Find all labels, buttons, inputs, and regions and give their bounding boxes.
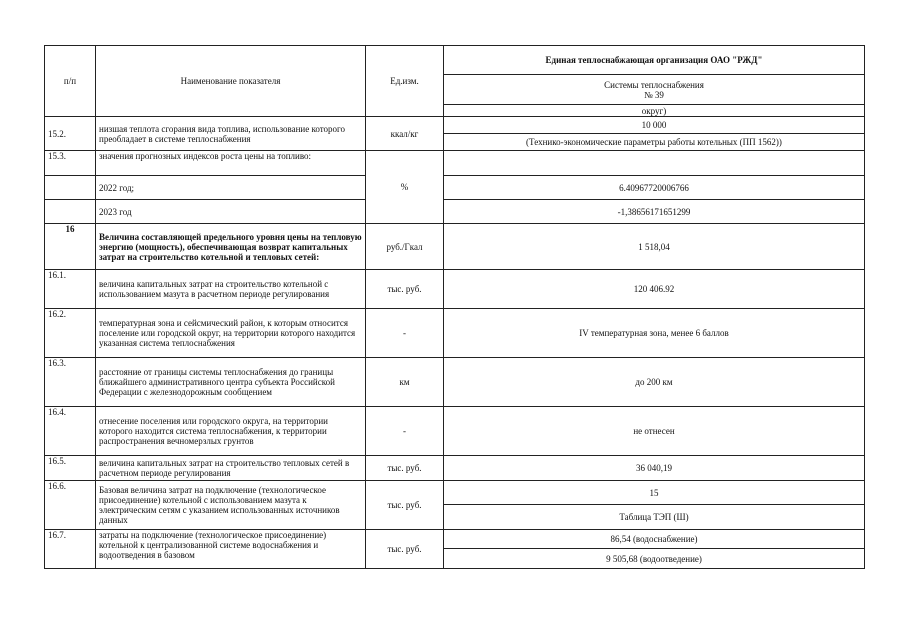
row-16-4-num: 16.4. [45, 407, 96, 456]
header-system [444, 75, 865, 105]
row-15-3-unit: % [366, 151, 444, 224]
header-num: п/п [45, 46, 96, 117]
row-16-5-num: 16.5. [45, 456, 96, 481]
header-unit: Ед.изм. [366, 46, 444, 117]
row-16-5-name: величина капитальных затрат на строительство тепловых сетей в расчетном периоде регулирования [96, 456, 366, 481]
row-16-7-name: затраты на подключение (технологическое присоединение) котельной к централизованной системе водоснабжения и водоотведения в базовом [96, 530, 366, 569]
row-16-4-name: отнесение поселения или городского округа, на территории которого находится система теплоснабжения, к территории распространения вечномерзлых грунтов [96, 407, 366, 456]
header-system-line2: № 39 [644, 89, 664, 100]
row-16-6-source: Таблица ТЭП (Ш) [444, 505, 865, 530]
row-16-6-num: 16.6. [45, 481, 96, 530]
row-16-num: 16 [45, 224, 96, 270]
row-15-2-source: (Технико-экономические параметры работы котельных (ПП 1562)) [444, 134, 865, 151]
row-15-3-sub2-num [45, 200, 96, 224]
header-system-line1: Системы теплоснабжения [604, 79, 704, 90]
header-okrug: округ) [444, 105, 865, 117]
row-15-3-sub1-num [45, 176, 96, 200]
row-16-2-value: IV температурная зона, менее 6 баллов [444, 309, 865, 358]
row-16-1-value: 120 406.92 [444, 270, 865, 309]
row-16-3-unit: км [366, 358, 444, 407]
row-15-3-value-empty [444, 151, 865, 176]
row-15-3-sub2-name: 2023 год [96, 200, 366, 224]
row-16-3-num: 16.3. [45, 358, 96, 407]
header-org: Единая теплоснабжающая организация ОАО "РЖД" [444, 46, 865, 75]
indicators-table [44, 45, 865, 569]
row-16-5-unit: тыс. руб. [366, 456, 444, 481]
row-16-7-water-supply: 86,54 (водоснабжение) [444, 530, 865, 549]
row-16-2-name: температурная зона и сейсмический район, к которым относится поселение или городской округ, на территории которого находится указанная система теплоснабжения [96, 309, 366, 358]
header-name: Наименование показателя [96, 46, 366, 117]
row-16-6-name: Базовая величина затрат на подключение (технологическое присоединение) котельной с использованием мазута к электрическим сетям с указанием использованных источников данных [96, 481, 366, 530]
row-16-7-num: 16.7. [45, 530, 96, 569]
row-16-unit: руб./Гкал [366, 224, 444, 270]
row-16-7-water-disposal: 9 505,68 (водоотведение) [444, 549, 865, 569]
row-15-3-sub1-value: 6.40967720006766 [444, 176, 865, 200]
row-16-6-value: 15 [444, 481, 865, 505]
row-16-4-value: не отнесен [444, 407, 865, 456]
row-16-5-value: 36 040,19 [444, 456, 865, 481]
row-16-1-num: 16.1. [45, 270, 96, 309]
row-15-2-value: 10 000 [444, 117, 865, 134]
row-16-2-num: 16.2. [45, 309, 96, 358]
row-16-1-unit: тыс. руб. [366, 270, 444, 309]
row-16-6-unit: тыс. руб. [366, 481, 444, 530]
row-16-name: Величина составляющей предельного уровня цены на тепловую энергию (мощность), обеспечивающая возврат капитальных затрат на строительство котельной и тепловых сетей: [96, 224, 366, 270]
row-16-4-unit: - [366, 407, 444, 456]
row-16-3-value: до 200 км [444, 358, 865, 407]
row-16-2-unit: - [366, 309, 444, 358]
row-15-2-name: низшая теплота сгорания вида топлива, использование которого преобладает в системе теплоснабжения [96, 117, 366, 151]
row-15-3-name: значения прогнозных индексов роста цены на топливо: [96, 151, 366, 176]
row-16-value: 1 518,04 [444, 224, 865, 270]
row-15-3-num: 15.3. [45, 151, 96, 176]
row-16-7-unit: тыс. руб. [366, 530, 444, 569]
row-15-3-sub1-name: 2022 год; [96, 176, 366, 200]
row-15-3-sub2-value: -1,38656171651299 [444, 200, 865, 224]
row-16-1-name: величина капитальных затрат на строительство котельной с использованием мазута в расчетном периоде регулирования [96, 270, 366, 309]
row-15-2-unit: ккал/кг [366, 117, 444, 151]
row-16-3-name: расстояние от границы системы теплоснабжения до границы ближайшего административного центра субъекта Российской Федерации с железнодорожным сообщением [96, 358, 366, 407]
row-15-2-num: 15.2. [45, 117, 96, 151]
